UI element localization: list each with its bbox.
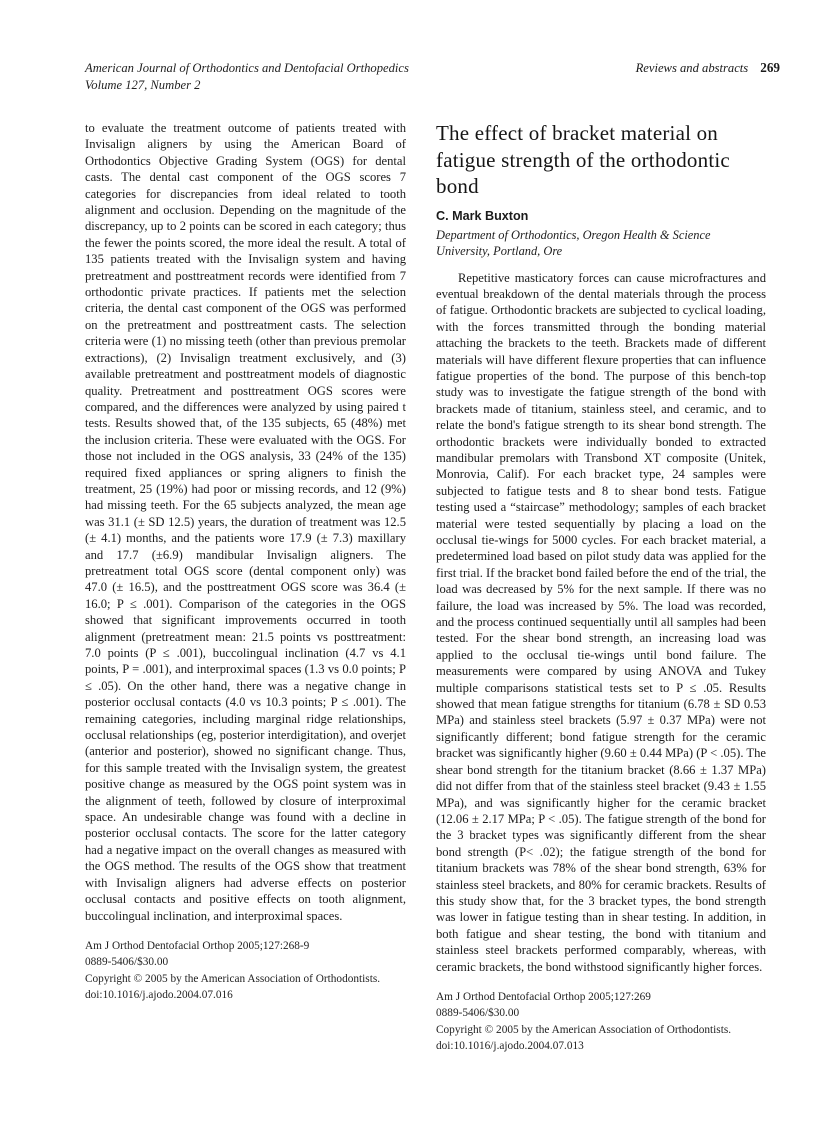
right-doi: doi:10.1016/j.ajodo.2004.07.013 xyxy=(436,1040,584,1053)
journal-title: American Journal of Orthodontics and Dentofacial Orthopedics xyxy=(85,61,409,75)
journal-volume-issue: Volume 127, Number 2 xyxy=(85,77,201,92)
left-issn-price: 0889-5406/$30.00 xyxy=(85,956,169,969)
left-abstract-footer xyxy=(85,938,406,1004)
article-author: C. Mark Buxton xyxy=(436,208,529,223)
right-abstract-column xyxy=(436,120,766,1055)
article-title: The effect of bracket material on fatigue strength of the orthodontic bond xyxy=(436,121,730,198)
right-issn-price: 0889-5406/$30.00 xyxy=(436,1007,520,1020)
section-name: Reviews and abstracts xyxy=(635,61,749,75)
article-affiliation: Department of Orthodontics, Oregon Health & Science University, Portland, Ore xyxy=(436,227,711,258)
right-abstract-body: Repetitive masticatory forces can cause microfractures and eventual breakdown of the dental materials through the process of fatigue. Orthodontic brackets are subjected to cyclical loading, with the forces transmitted through the bonding material attaching the brackets to the teeth. Brackets made of different materials will have different flexure properties that can influence fatigue properties of the bond. The purpose of this bench-top study was to investigate the fatigue strength of the bond with brackets made of titanium, stainless steel, and ceramic, and to relate the bond's fatigue strength to its shear bond strength. The orthodontic brackets were individually bonded to extracted mandibular premolars with Transbond XT composite (Unitek, Monrovia, Calif). For each bracket type, 24 samples were subjected to fatigue tests and 8 to shear bond tests. Fatigue testing used a “staircase” methodology; samples of each bracket material were tested sequentially by placing a load on the occlusal tie-wings for 5000 cycles. For each bracket material, a predetermined load based on pilot study data was applied for the first trial. If the bracket bond failed before the end of the trial, the load was decreased by 5% for the next sample. If there was no failure, the load was increased by 5%. The load was recorded, and the process continued sequentially until all samples had been tested. For the shear bond strength, an increasing load was applied to the occlusal tie-wings until bond failure. The measurements were compared by using ANOVA and Tukey multiple comparisons statistical tests set to P ≤ .05. Results showed that mean fatigue strengths for titanium (6.78 ± SD 0.53 MPa) and stainless steel brackets (5.97 ± 0.37 MPa) were not significantly different; bond fatigue strength for the ceramic bracket was significantly higher (9.60 ± 0.44 MPa) (P < .05). The shear bond strength for the titanium bracket (8.66 ± 1.37 MPa) did not differ from that of the stainless steel bracket (9.43 ± 1.55 MPa), and was significantly higher for the ceramic bracket (12.06 ± 2.17 MPa; P < .05). The fatigue strength of the bond for the 3 bracket types was significantly different from the shear bond strength (P< .02); the fatigue strength of the bond for titanium brackets was 78% of the shear bond strength, 63% for stainless steel brackets, and 80% for ceramic brackets. Results of this study show that, for the 3 bracket types, the bond strength was lower in fatigue testing than in shear testing. In addition, in both fatigue and shear testing, the bond with titanium and stainless steel brackets performed comparably, whereas, with ceramic brackets, the bond withstood significantly higher forces. xyxy=(436,270,766,974)
section-page-block xyxy=(636,60,780,77)
left-citation: Am J Orthod Dentofacial Orthop 2005;127:268-9 xyxy=(85,939,310,952)
page-number: 269 xyxy=(760,60,780,75)
right-citation: Am J Orthod Dentofacial Orthop 2005;127:269 xyxy=(436,990,651,1003)
left-abstract-body: to evaluate the treatment outcome of patients treated with Invisalign aligners by using the American Board of Orthodontics Objective Grading System (OGS) for dental casts. The dental cast component of the OGS scores 7 categories for discrepancies from ideal related to tooth alignment and occlusion. Depending on the magnitude of the discrepancy, up to 2 points can be scored in each category; thus the fewer the points scored, the more ideal the result. A total of 135 patients treated with the Invisalign system and having pretreatment and posttreatment records were identified from 7 orthodontic private practices. If patients met the selection criteria, the dental cast component of the OGS was performed on the pretreatment and posttreatment casts. The selection criteria were (1) no missing teeth (other than previous premolar extractions), (2) Invisalign treatment exclusively, and (3) available pretreatment and posttreatment models of diagnostic quality. Pretreatment and posttreatment OGS scores were compared, and the differences were analyzed by using paired t tests. Results showed that, of the 135 subjects, 65 (48%) met the inclusion criteria. These were evaluated with the OGS. For those not included in the OGS analysis, 33 (24% of the 135) required fixed appliances or spring aligners to finish the treatment, 25 (19%) had poor or missing records, and 12 (9%) had missing teeth. For the 65 subjects analyzed, the mean age was 31.1 (± SD 12.5) years, the duration of treatment was 12.5 (± 4.1) months, and the patients wore 17.9 (± 7.3) maxillary and 17.7 (±6.9) mandibular Invisalign aligners. The pretreatment total OGS score (dental component only) was 47.0 (± 16.5), and the posttreatment OGS score was 36.4 (± 16.0; P ≤ .001). Comparison of the categories in the OGS showed that significant improvements occurred in tooth alignment (pretreatment mean: 21.5 points vs posttreatment: 7.0 points (P ≤ .001), buccolingual inclination (4.7 vs 4.1 points, P = .001), and interproximal spaces (1.3 vs 0.0 points; P ≤ .05). On the other hand, there was a negative change in posterior occlusal contacts (4.0 vs 10.3 points; P ≤ .001). The remaining categories, including marginal ridge relationships, occlusal relationships (eg, posterior interdigitation), and overjet (anterior and posterior), showed no significant change. Thus, for this sample treated with the Invisalign system, the greatest positive change as measured by the OGS point system was in the alignment of teeth, followed by closure of interproximal space. An undesirable change was found with a decline in posterior occlusal contacts. The score for the latter category had a negative impact on the overall changes as measured with the OGS method. The results of the OGS show that treatment with Invisalign aligners had adverse effects on posterior occlusal contacts and positive effects on tooth alignment, buccolingual inclination, and interproximal spaces. xyxy=(85,121,406,923)
right-abstract-footer xyxy=(436,989,766,1055)
right-copyright: Copyright © 2005 by the American Association of Orthodontists. xyxy=(436,1023,732,1036)
left-doi: doi:10.1016/j.ajodo.2004.07.016 xyxy=(85,989,233,1002)
journal-title-block xyxy=(85,60,409,93)
left-copyright: Copyright © 2005 by the American Association of Orthodontists. xyxy=(85,972,381,985)
left-abstract-column xyxy=(85,120,406,1004)
running-head xyxy=(85,60,780,93)
